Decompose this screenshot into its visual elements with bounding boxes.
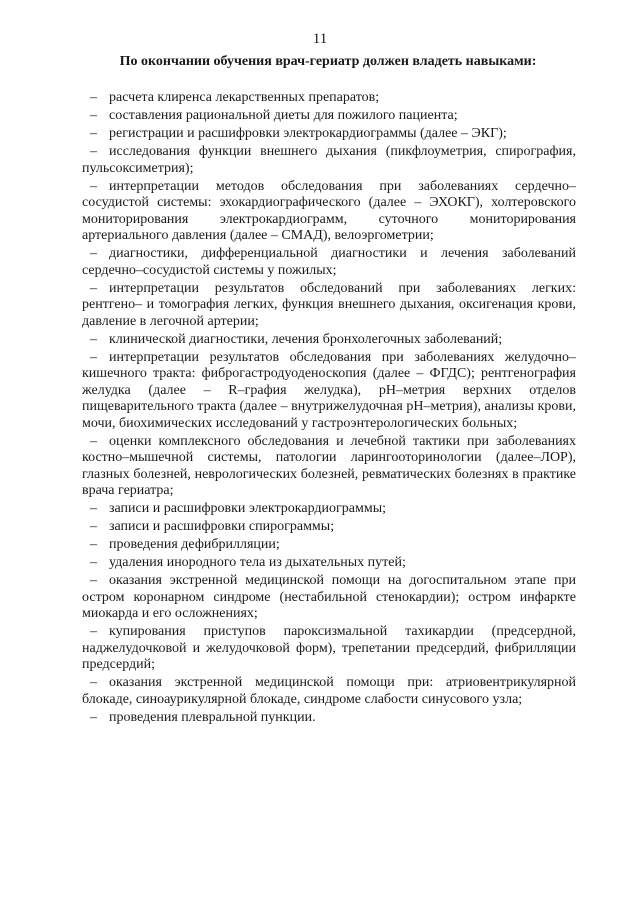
skill-text: оказания экстренной медицинской помощи на догоспитальном этапе при остром коронарном синдроме (нестабильной стенокардии); остром инфаркте миокарда и его осложнениях; [82,573,576,621]
skill-text: интерпретации результатов обследования при заболеваниях желудочно–кишечного тракта: фиброгастродуоденоскопия (далее – ФГДС); рентгенография желудка (далее – R–графия желудка), рН–метрия верхних отделов пищеварительного тракта (далее – внутрижелудочная рН–метрия), анализы крови, мочи, биохимических исследований у гастроэнтерологических больных; [82,349,576,431]
skill-text: записи и расшифровки спирограммы; [109,519,335,534]
list-dash: – [90,331,97,347]
skill-text: интерпретации методов обследования при заболеваниях сердечно–сосудистой системы: эхокардиографического (далее – ЭХОКГ), холтеровского мониторирования электрокардиограмм, суточного мониторирования артериального давления (далее – СМАД), велоэргометрии; [82,178,576,243]
skill-item [82,144,576,177]
skill-text: удаления инородного тела из дыхательных путей; [109,555,406,570]
skills-list [82,90,576,728]
skill-text: купирования приступов пароксизмальной тахикардии (предсердной, наджелудочковой и желудочковой форм), трепетании предсердий, фибрилляции предсердий; [82,624,576,672]
list-dash: – [90,501,97,516]
skill-item [82,126,576,143]
list-dash: – [90,573,97,588]
skill-item [82,573,576,623]
skill-item [82,281,576,331]
skill-text: записи и расшифровки электрокардиограммы; [109,501,386,516]
skill-item [82,710,576,727]
section-heading: По окончании обучения врач-гериатр должен владеть навыками: [119,54,537,69]
skill-text: регистрации и расшифровки электрокардиограммы (далее – ЭКГ); [109,126,507,141]
list-dash: – [90,537,97,552]
list-dash: – [90,675,97,690]
list-dash: – [90,433,97,449]
list-dash: – [90,624,97,639]
skill-item [82,555,576,572]
skill-text: оценки комплексного обследования и лечебной тактики при заболеваниях костно–мышечной системы, патологии ларингооторинологии (далее–ЛОР), глазных болезней, неврологических болезней, ревматических болезнях в практике врача гериатра; [82,433,576,498]
skill-text: клинической диагностики, лечения бронхолегочных заболеваний; [109,331,503,347]
skill-item [82,675,576,708]
list-dash: – [90,108,97,123]
skill-item [82,519,576,536]
skill-text: расчета клиренса лекарственных препаратов; [109,90,380,105]
list-dash: – [90,555,97,570]
list-dash: – [90,144,97,159]
skill-item [82,350,576,433]
list-dash: – [90,709,97,725]
page-number: 11 [312,31,328,47]
skill-text: проведения плевральной пункции. [109,709,316,725]
list-dash: – [90,349,97,365]
list-dash: – [90,90,97,105]
list-dash: – [90,246,97,261]
skill-text: оказания экстренной медицинской помощи при: атриовентрикулярной блокаде, синоаурикулярной блокаде, синдроме слабости синусового узла; [82,675,576,707]
skill-text: составления рациональной диеты для пожилого пациента; [109,108,458,123]
list-dash: – [90,280,97,296]
skill-text: проведения дефибрилляции; [109,537,280,552]
list-dash: – [90,178,97,194]
skill-item [82,90,576,107]
skill-item [82,434,576,500]
list-dash: – [90,126,97,141]
list-dash: – [90,519,97,534]
skill-item [82,501,576,518]
skill-item [82,332,576,349]
skill-text: диагностики, дифференциальной диагностики и лечения заболеваний сердечно–сосудистой системы у пожилых; [82,246,576,278]
skill-item [82,537,576,554]
skill-item [82,179,576,245]
skill-text: интерпретации результатов обследований при заболеваниях легких: рентгено– и томография легких, функция внешнего дыхания, оксигенация крови, давление в легочной артерии; [82,280,576,329]
skill-item [82,108,576,125]
skill-item [82,624,576,674]
skill-text: исследования функции внешнего дыхания (пикфлоуметрия, спирография, пульсоксиметрия); [82,144,576,176]
skill-item [82,246,576,279]
